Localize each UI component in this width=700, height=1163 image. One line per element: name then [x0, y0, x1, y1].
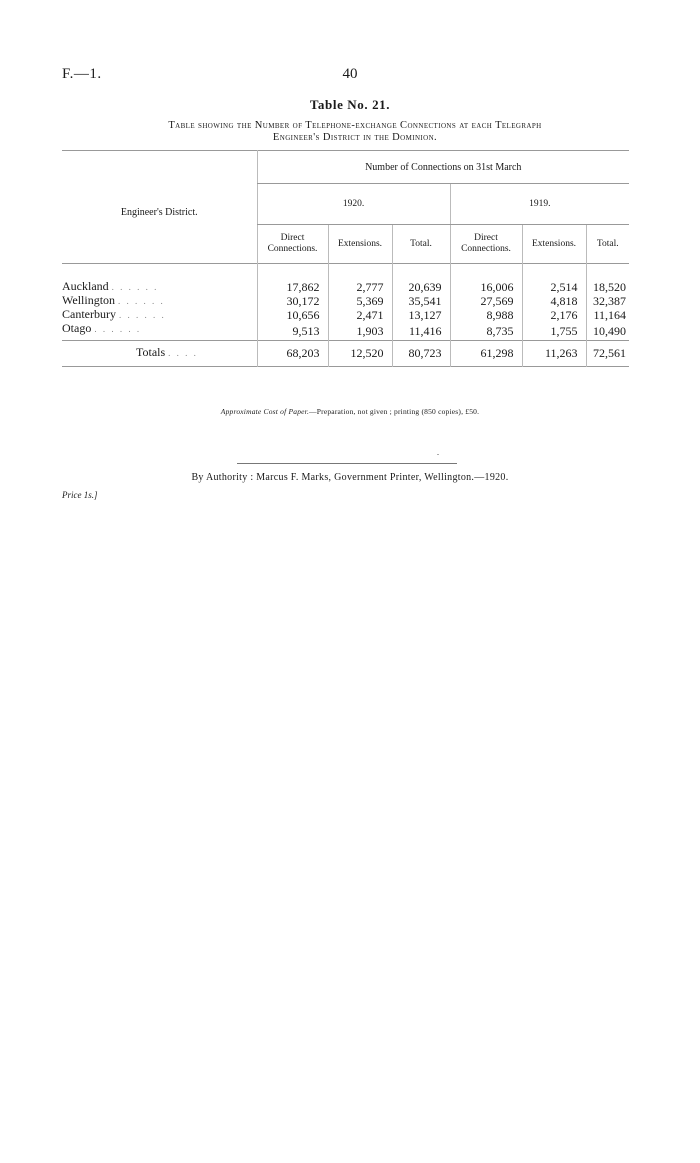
- total-1920-cell: 20,639: [392, 280, 450, 294]
- extensions-1919-cell: 2,176: [522, 308, 586, 322]
- extensions-1919-cell: 1,755: [522, 322, 586, 341]
- total-1919-cell: 32,387: [586, 294, 629, 308]
- extensions-1920-cell: 5,369: [328, 294, 392, 308]
- year-1920-header: 1920.: [257, 184, 450, 225]
- year-1919-header: 1919.: [450, 184, 629, 225]
- direct-1920-cell: 30,172: [257, 294, 328, 308]
- total-1919-header: Total.: [586, 225, 629, 264]
- leader-dots: . . . . . .: [94, 324, 142, 334]
- table-caption: [70, 120, 640, 144]
- direct-1919-cell: 27,569: [450, 294, 522, 308]
- extensions-1920-cell: 2,777: [328, 280, 392, 294]
- table-row: [62, 280, 629, 294]
- district-column-header: Engineer's District.: [120, 206, 198, 218]
- leader-dots: . . . . . .: [118, 296, 165, 306]
- total-1919-cell: 18,520: [586, 280, 629, 294]
- table-row: [62, 322, 629, 341]
- total-1919-cell: 10,490: [586, 322, 629, 341]
- leader-dots: . . . . . .: [118, 310, 166, 320]
- group-header: Number of Connections on 31st March: [257, 151, 629, 184]
- direct-1920-cell: 9,513: [257, 322, 328, 341]
- extensions-1920-cell: 2,471: [328, 308, 392, 322]
- direct-1919-cell: 8,735: [450, 322, 522, 341]
- caption-line-1: Table showing the Number of Telephone-exchange Connections at each Telegraph: [168, 120, 542, 131]
- table-row: [62, 308, 629, 322]
- direct-1919-header: Direct Connections.: [450, 225, 522, 264]
- table-row: [62, 294, 629, 308]
- leader-dots: . . . . . .: [111, 282, 159, 292]
- district-name: Otago: [62, 321, 92, 335]
- district-name: Wellington: [62, 293, 116, 307]
- total-1920-header: Total.: [392, 225, 450, 264]
- total-1919-cell: 11,164: [586, 308, 629, 322]
- direct-1920-cell: 17,862: [257, 280, 328, 294]
- leader-dots: . . . .: [168, 348, 198, 358]
- direct-1919-cell: 8,988: [450, 308, 522, 322]
- totals-row: [62, 341, 629, 367]
- footnote-text: —Preparation, not given ; printing (850 copies), £50.: [309, 407, 480, 416]
- extensions-1920-total: 12,520: [328, 341, 392, 367]
- printer-imprint: By Authority : Marcus F. Marks, Government Printer, Wellington.—1920.: [191, 472, 509, 483]
- total-1920-cell: 11,416: [392, 322, 450, 341]
- direct-1919-total: 61,298: [450, 341, 522, 367]
- district-name: Canterbury: [62, 307, 116, 321]
- total-1920-cell: 13,127: [392, 308, 450, 322]
- direct-1920-cell: 10,656: [257, 308, 328, 322]
- extensions-1919-cell: 4,818: [522, 294, 586, 308]
- imprint-rule: [237, 463, 457, 464]
- extensions-1920-cell: 1,903: [328, 322, 392, 341]
- connections-table: [62, 150, 629, 367]
- stray-dot: .: [437, 448, 439, 457]
- table-title: Table No. 21.: [309, 97, 391, 112]
- direct-1920-total: 68,203: [257, 341, 328, 367]
- extensions-1919-total: 11,263: [522, 341, 586, 367]
- total-1920-total: 80,723: [392, 341, 450, 367]
- direct-1919-cell: 16,006: [450, 280, 522, 294]
- totals-label: Totals: [136, 345, 166, 359]
- district-name: Auckland: [62, 279, 109, 293]
- caption-line-2: Engineer's District in the Dominion.: [272, 132, 438, 143]
- extensions-1920-header: Extensions.: [328, 225, 392, 264]
- total-1920-cell: 35,541: [392, 294, 450, 308]
- footnote-label: Approximate Cost of Paper.: [220, 407, 310, 416]
- direct-1920-header: Direct Connections.: [257, 225, 328, 264]
- series-number: F.—1.: [62, 66, 102, 82]
- extensions-1919-header: Extensions.: [522, 225, 586, 264]
- extensions-1919-cell: 2,514: [522, 280, 586, 294]
- page-number: 40: [342, 66, 358, 82]
- price-note: Price 1s.]: [62, 490, 98, 500]
- cost-footnote: [0, 407, 700, 416]
- total-1919-total: 72,561: [586, 341, 629, 367]
